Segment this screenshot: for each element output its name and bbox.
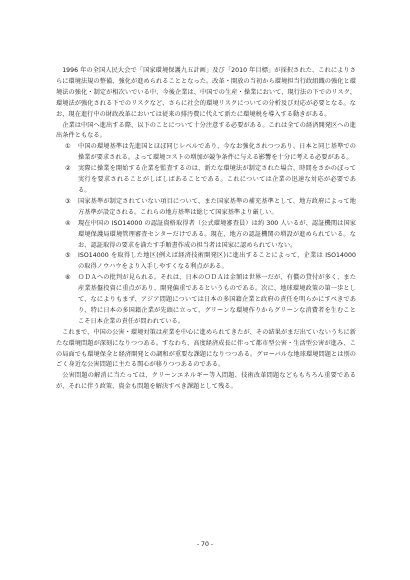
list-item-number: ⑤: [65, 252, 71, 260]
list-item-number: ①: [65, 143, 71, 151]
list-item-text: 中国の環境基準は先進国とほぼ同じレベルであり、今なお強化されつつあり、日本と同じ基準での操業が要求される。よって環境コストの増加が競争条件に与える影響を十分に考える必要がある。: [78, 143, 356, 162]
list-item: [56, 219, 356, 252]
body-text: [56, 66, 356, 393]
list-item-text: 現在中国の ISO14000 の認証資格取得者（公式環境審査員）は約 300 人いるが、認証機関は国家環境保護局環境管理審査センターだけである。現在、地方の認証機関の増設が進められている。なお、認証取得の要求を満たす手順書作成の担当者は国家に認められていない。: [78, 219, 356, 249]
list-item-number: ⑥: [65, 274, 71, 282]
list-item: [56, 273, 356, 328]
list-item: [56, 251, 356, 273]
list-item-number: ③: [65, 197, 71, 205]
list-item-text: ISO14000 を取得した地区(例えば経済技術開発区)に進出することによって、企業は ISO14000 の取得ノウハウをより入手しやすくなる利点がある。: [78, 252, 356, 271]
paragraph-3: これまで、中国の公害・環境対策は産業を中心に進められてきたが、その結果がまだ出ていないうちに新たな環境問題が深刻になりつつある。すなわち、高度経済成長に伴って都市型公害・生活型公害が進み、この局面でも環境保全と経済開発との調和が重要な課題になりつつある。グローバルな地球環境問題とは別のごく身近な公害問題に主たる関心が移りつつあるのである。: [56, 328, 356, 369]
list-item-number: ④: [65, 219, 71, 227]
paragraph-2: 企業は中国へ進出する際、以下のことについて十分注意する必要がある。これは全ての経済開発区への進出条件ともなる。: [56, 121, 356, 140]
page-number: - 70 -: [196, 541, 214, 548]
paragraph-1: 1996 年の全国人民大会で「国家環境保護九五計画」及び「2010 年目標」が採択された、これによりさらに環境法規の整備、強化が進められることとなった。改革・開放の当初から環境担当行政組織の強化と環境法の強化・制定が相次いでいる中、今後企業は、中国での生産・操業において、現行法の下でのリスク、環境法が強化される下でのリスクなど、さらに社会的環境リスクについての分析及び対応が必要となる。なお、現在進行中の財政改革においては従来の排汚費に代えて新たに環境税を導入する動きがある。: [56, 67, 356, 118]
list-item: [56, 142, 356, 164]
list-item-text: ＯＤＡへの批判が見られる。それは、日本のＯＤＡは金額は世界一だが、有償の貸付が多く、また産業基盤投資に重点があり、開発偏重であるというものである。次に、地球環境政策の第一歩として、なによりもまず、アジア問題については日本の多国籍企業と政府の責任を明らかにすべきであり、特に日本の多国籍企業が先頭に立って、グリーンな環境作りからグリーンな消費者を生むことこそ日本企業の責任が問われている。: [78, 274, 356, 325]
list-item-number: ②: [65, 165, 71, 173]
caution-list: [56, 142, 356, 327]
list-item-text: 実際に操業を開始する企業を監査するのは、新たな環境法が制定された場合、時間をさかのぼって実行を要求されることがしばしばあることである。これについては企業の迅速な対応が必要である。: [78, 165, 356, 194]
list-item-text: 国家基準が制定されていない項目について、また国家基準の補充基準として、地方政府によって地方基準が設定される。これらの地方基準は総じて国家基準より厳しい。: [78, 197, 356, 216]
list-item: [56, 164, 356, 197]
paragraph-4: 公害問題の解消に当たっては、クリーンエネルギー等入問題、技術改革問題などももちろん重要であるが、それに伴う政策、資金も問題を解決すべき課題として残る。: [56, 372, 356, 391]
list-item: [56, 197, 356, 219]
